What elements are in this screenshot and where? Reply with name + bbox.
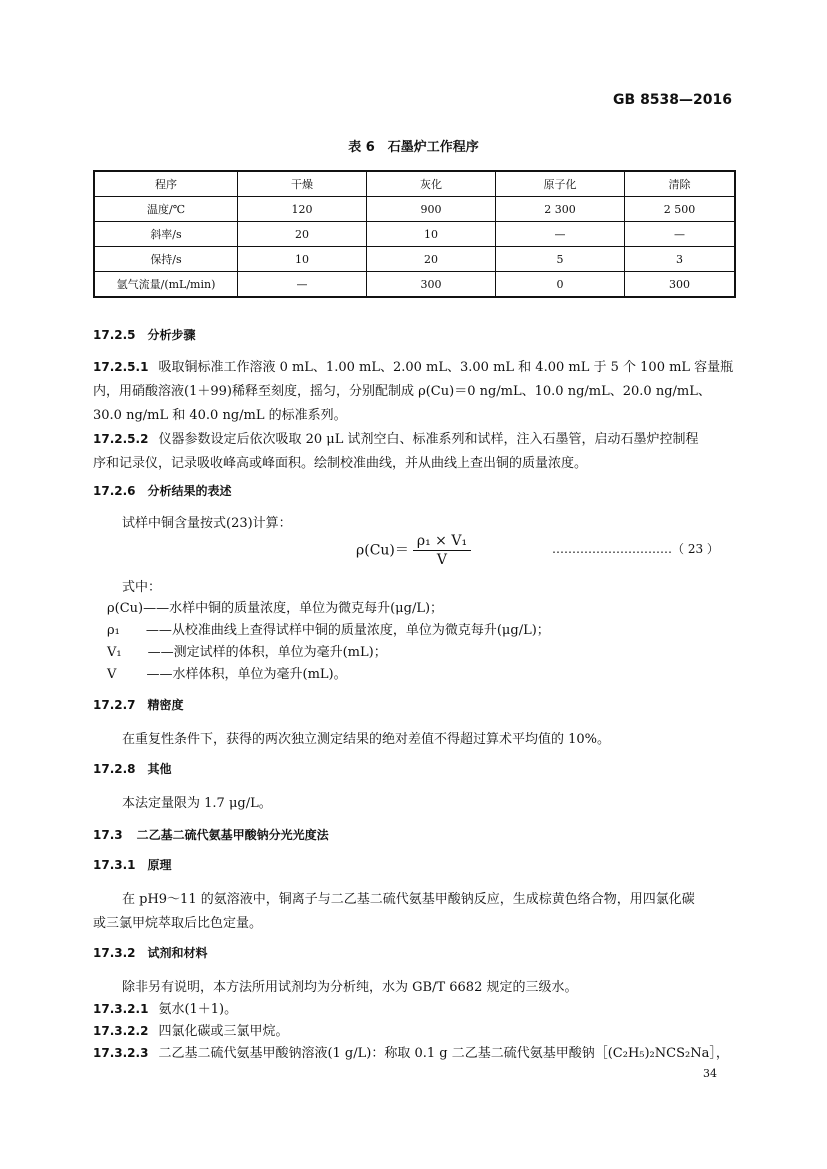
paragraph-line: 本法定量限为 1.7 μg/L。	[122, 796, 272, 811]
table-cell: 10	[367, 222, 496, 247]
table-cell: 300	[367, 272, 496, 298]
table-row	[94, 247, 735, 272]
clause-number: 17.2.5.2	[93, 432, 149, 446]
variable-definition: ρ(Cu)——水样中铜的质量浓度，单位为微克每升(μg/L)；	[107, 601, 444, 616]
formula-fraction	[413, 533, 471, 568]
section-number: 17.2.7	[93, 698, 136, 712]
table-row	[94, 197, 735, 222]
table-header-cell: 原子化	[496, 171, 625, 197]
formula-numerator: ρ₁ × V₁	[413, 533, 471, 551]
paragraph-line: 在重复性条件下，获得的两次独立测定结果的绝对差值不得超过算术平均值的 10%。	[122, 732, 611, 747]
section-number: 17.3	[93, 828, 123, 842]
table-cell: 2 300	[496, 197, 625, 222]
paragraph-line	[93, 428, 698, 447]
where-label: 式中：	[122, 580, 162, 595]
clause-text: 四氯化碳或三氯甲烷。	[158, 1024, 289, 1039]
table-cell: 斜率/s	[94, 222, 238, 247]
table-header-cell: 清除	[625, 171, 736, 197]
table-cell: 保持/s	[94, 247, 238, 272]
section-heading	[93, 944, 208, 961]
clause-number: 17.2.5.1	[93, 360, 149, 374]
table-cell: 300	[625, 272, 736, 298]
clause-text: 氨水(1＋1)。	[158, 1002, 238, 1017]
table-cell: 3	[625, 247, 736, 272]
section-title: 二乙基二硫代氨基甲酸钠分光光度法	[136, 828, 329, 842]
table-cell: —	[625, 222, 736, 247]
section-heading	[93, 760, 172, 777]
table-caption: 表 6 石墨炉工作程序	[348, 140, 479, 155]
section-title: 分析步骤	[147, 328, 196, 342]
table-cell: 10	[238, 247, 367, 272]
table-cell: 20	[367, 247, 496, 272]
section-number: 17.2.8	[93, 762, 136, 776]
section-number: 17.3.2	[93, 946, 136, 960]
paragraph-line: 试样中铜含量按式(23)计算：	[122, 516, 292, 531]
paragraph-line: 除非另有说明，本方法所用试剂均为分析纯，水为 GB/T 6682 规定的三级水。	[122, 980, 578, 995]
clause-text: 二乙基二硫代氨基甲酸钠溶液(1 g/L)：称取 0.1 g 二乙基二硫代氨基甲酸钠［(C₂H₅)₂NCS₂Na］，	[158, 1046, 729, 1061]
clause-text: 吸取铜标准工作溶液 0 mL、1.00 mL、2.00 mL、3.00 mL 和 4.00 mL 于 5 个 100 mL 容量瓶	[158, 360, 734, 375]
table-row	[94, 272, 735, 298]
standard-number: GB 8538—2016	[613, 92, 732, 108]
variable-definition: V₁ ——测定试样的体积，单位为毫升(mL)；	[107, 645, 387, 660]
paragraph-line: 内，用硝酸溶液(1＋99)稀释至刻度，摇匀，分别配制成 ρ(Cu)＝0 ng/mL、10.0 ng/mL、20.0 ng/mL、	[93, 384, 711, 399]
table-header-cell: 程序	[94, 171, 238, 197]
furnace-program-table	[93, 170, 736, 298]
table-row	[94, 222, 735, 247]
section-title: 试剂和材料	[147, 946, 208, 960]
paragraph-line: 30.0 ng/mL 和 40.0 ng/mL 的标准系列。	[93, 408, 347, 423]
page-number: 34	[703, 1067, 717, 1080]
section-number: 17.2.5	[93, 328, 136, 342]
section-heading	[93, 326, 196, 343]
section-heading	[93, 856, 172, 873]
table-cell: 5	[496, 247, 625, 272]
table-cell: 温度/℃	[94, 197, 238, 222]
paragraph-line: 在 pH9～11 的氨溶液中，铜离子与二乙基二硫代氨基甲酸钠反应，生成棕黄色络合物，用四氯化碳	[122, 892, 695, 907]
clause-number: 17.3.2.1	[93, 1002, 149, 1016]
paragraph-line	[93, 356, 733, 375]
table-cell: 120	[238, 197, 367, 222]
section-title: 其他	[147, 762, 172, 776]
formula-lhs: ρ(Cu)＝	[356, 542, 409, 559]
formula-23	[356, 533, 471, 568]
table-cell: 0	[496, 272, 625, 298]
formula-denominator: V	[436, 552, 448, 568]
paragraph-line	[93, 1042, 729, 1061]
section-heading	[93, 826, 329, 843]
table-cell: 900	[367, 197, 496, 222]
paragraph-line: 序和记录仪，记录吸收峰高或峰面积。绘制校准曲线，并从曲线上查出铜的质量浓度。	[93, 456, 588, 471]
formula-tag: …………………………（ 23 ）	[552, 542, 719, 556]
paragraph-line	[93, 1020, 288, 1039]
clause-text: 仪器参数设定后依次吸取 20 μL 试剂空白、标准系列和试样，注入石墨管，启动石墨炉控制程	[158, 432, 699, 447]
table-header-cell: 干燥	[238, 171, 367, 197]
section-title: 精密度	[147, 698, 184, 712]
section-number: 17.3.1	[93, 858, 136, 872]
variable-definition: V ——水样体积，单位为毫升(mL)。	[107, 667, 347, 682]
paragraph-line	[93, 998, 237, 1017]
clause-number: 17.3.2.3	[93, 1046, 149, 1060]
section-heading	[93, 696, 184, 713]
section-heading	[93, 482, 232, 499]
table-cell: 2 500	[625, 197, 736, 222]
paragraph-line: 或三氯甲烷萃取后比色定量。	[93, 916, 263, 931]
variable-definition: ρ₁ ——从校准曲线上查得试样中铜的质量浓度，单位为微克每升(μg/L)；	[107, 623, 550, 638]
table-cell: —	[238, 272, 367, 298]
clause-number: 17.3.2.2	[93, 1024, 149, 1038]
section-title: 分析结果的表述	[147, 484, 232, 498]
table-header-row	[94, 171, 735, 197]
section-title: 原理	[147, 858, 172, 872]
table-header-cell: 灰化	[367, 171, 496, 197]
table-cell: —	[496, 222, 625, 247]
table-cell: 氩气流量/(mL/min)	[94, 272, 238, 298]
section-number: 17.2.6	[93, 484, 136, 498]
table-cell: 20	[238, 222, 367, 247]
